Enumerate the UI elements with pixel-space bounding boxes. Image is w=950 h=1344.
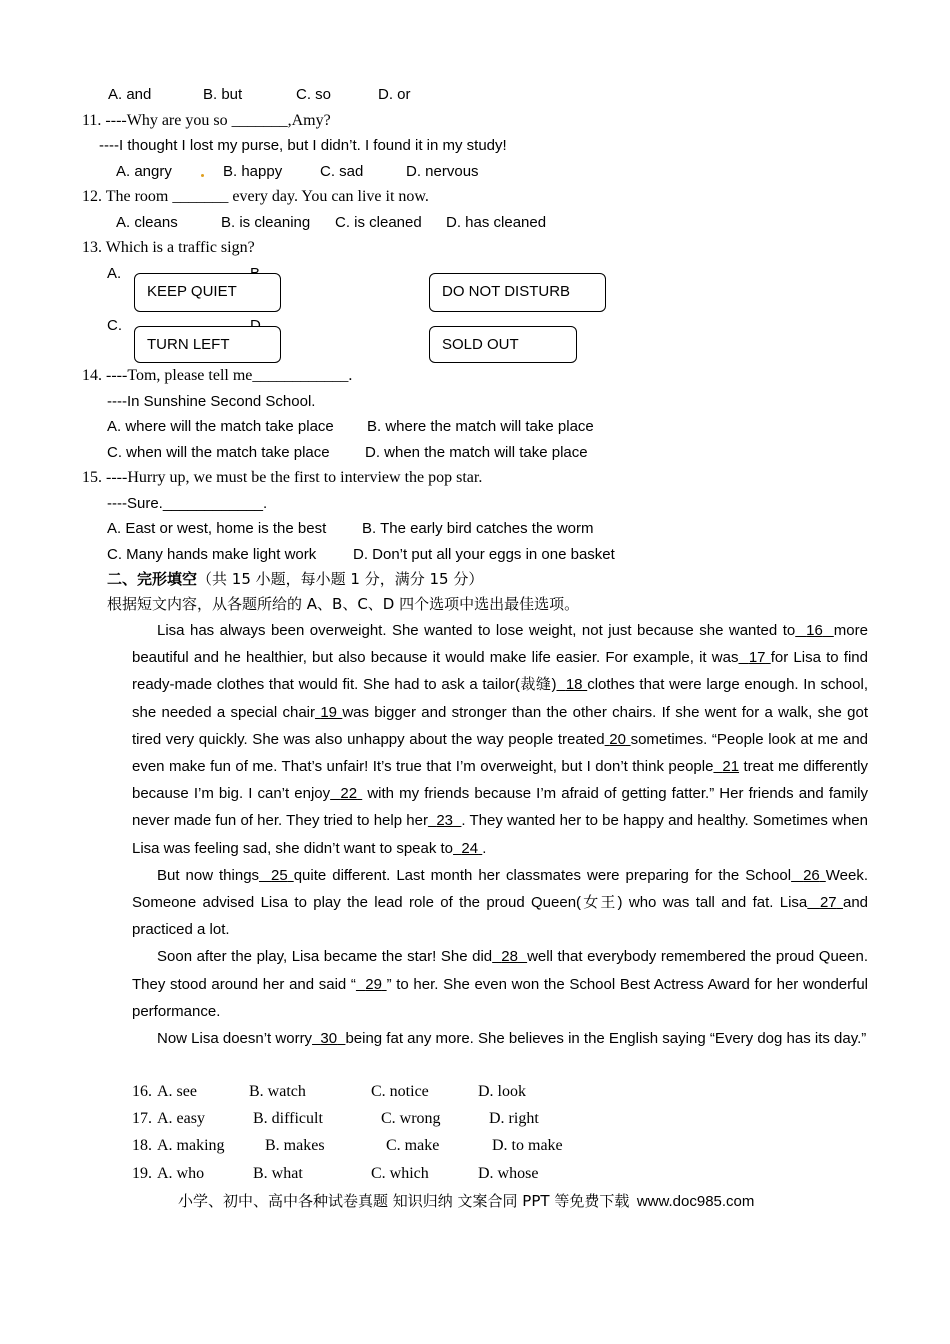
q15-option-a: A. East or west, home is the best: [107, 520, 327, 537]
blank-19: 19: [320, 703, 338, 721]
q14-option-b: B. where the match will take place: [367, 418, 594, 435]
q12-option-d: D. has cleaned: [446, 214, 547, 231]
answer-option-c: C. make: [386, 1137, 440, 1154]
answer-num: 16.: [132, 1083, 152, 1100]
q14-stem: 14. ----Tom, please tell me____________.: [82, 367, 353, 384]
q12-option-c: C. is cleaned: [335, 214, 422, 231]
passage-paragraph-3: [132, 943, 868, 1025]
answer-option-b: B. makes: [265, 1137, 325, 1154]
passage-text: was bigger and stronger than the other chairs. If she went for a walk, she got tired very quickly. She was also unhappy about the way people treated: [132, 703, 868, 748]
blank-29: 29: [365, 975, 382, 993]
section2-instruction: 根据短文内容，从各题所给的 A、B、C、D 四个选项中选出最佳选项。: [107, 595, 580, 613]
q11-stem: 11. ----Why are you so _______,Amy?: [82, 112, 331, 129]
answer-option-a: A. making: [157, 1137, 225, 1154]
blank-22: 22: [340, 785, 358, 803]
blank-16: 16: [806, 622, 823, 639]
q13-stem: 13. Which is a traffic sign?: [82, 239, 255, 256]
blank-25: 25: [271, 866, 288, 884]
passage-text: ) who was tall and fat. Lisa: [617, 894, 808, 912]
q14-option-c: C. when will the match take place: [107, 444, 330, 461]
q14-option-d: D. when the match will take place: [365, 444, 588, 461]
passage-text: .: [482, 839, 487, 857]
blank-23: 23: [436, 812, 454, 830]
passage-text: for Lisa to find ready-made clothes that would fit. She had to ask a tailor(: [132, 649, 868, 694]
blank-27: 27: [819, 894, 837, 912]
q15-stem: 15. ----Hurry up, we must be the first to interview the pop star.: [82, 469, 483, 486]
footer-url[interactable]: www.doc985.com: [636, 1193, 755, 1210]
answer-option-c: C. which: [371, 1165, 429, 1182]
footer-text: 小学、初中、高中各种试卷真题 知识归纳 文案合同 PPT 等免费下载: [178, 1192, 630, 1210]
section2-heading: [107, 569, 483, 589]
cloze-passage: [132, 617, 868, 1052]
passage-text: But now things: [157, 866, 260, 884]
sign-do-not-disturb: DO NOT DISTURB: [429, 273, 606, 312]
q11-option-b: B. happy: [223, 163, 283, 180]
q15-option-c: C. Many hands make light work: [107, 546, 317, 563]
answer-option-c: C. notice: [371, 1083, 429, 1100]
blank-20: 20: [609, 730, 626, 748]
answer-option-b: B. what: [253, 1165, 303, 1182]
sign-sold-out: SOLD OUT: [429, 326, 577, 363]
q12-option-b: B. is cleaning: [221, 214, 311, 231]
q10-option-a: A. and: [108, 86, 152, 103]
stray-dot: [201, 174, 204, 177]
blank-26: 26: [803, 866, 820, 884]
passage-text: clothes that were large enough. In school, she needed a special chair: [132, 676, 868, 721]
answer-num: 18.: [132, 1137, 152, 1154]
q11-option-a: A. angry: [116, 163, 172, 180]
q15-option-b: B. The early bird catches the worm: [362, 520, 594, 537]
passage-text: ” to her. She even won the School Best Actress Award for her wonderful performance.: [132, 975, 868, 1020]
blank-28: 28: [501, 948, 518, 966]
passage-paragraph-2: [132, 862, 868, 944]
answer-num: 19.: [132, 1165, 152, 1182]
passage-text: Soon after the play, Lisa became the star! She did: [157, 948, 493, 966]
q10-option-d: D. or: [378, 86, 411, 103]
answer-option-d: D. whose: [478, 1165, 539, 1182]
blank-17: 17: [748, 649, 766, 667]
passage-text: quite different. Last month her classmates were preparing for the School: [293, 866, 792, 884]
sign-turn-left: TURN LEFT: [134, 326, 281, 363]
passage-paragraph-4: [132, 1025, 868, 1052]
passage-paragraph-1: [132, 617, 868, 862]
passage-text: Now Lisa doesn’t worry: [157, 1030, 313, 1048]
q11-option-d: D. nervous: [406, 163, 479, 180]
blank-24: 24: [461, 839, 479, 857]
blank-18: 18: [565, 676, 583, 694]
passage-text: ): [551, 676, 557, 694]
answer-option-d: D. to make: [492, 1137, 563, 1154]
blank-30: 30: [320, 1030, 338, 1048]
passage-text: . They wanted her to be happy and healthy. Sometimes when Lisa was feeling sad, she didn’t want to speak to: [132, 812, 868, 857]
q10-option-b: B. but: [203, 86, 243, 103]
passage-text: well that everybody remembered the proud Queen. They stood around her and said “: [132, 948, 868, 993]
passage-text-cn: 裁缝: [519, 675, 552, 694]
passage-text: and practiced a lot.: [132, 894, 869, 939]
answer-option-a: A. see: [157, 1083, 197, 1100]
q11-reply: ----I thought I lost my purse, but I didn’t. I found it in my study!: [99, 137, 507, 154]
answer-num: 17.: [132, 1110, 152, 1127]
answer-option-b: B. difficult: [253, 1110, 323, 1127]
q13-label-c: C.: [107, 317, 122, 334]
q10-option-c: C. so: [296, 86, 332, 103]
passage-text: more beautiful and he healthier, but also because it would make life easier. For example, it was: [132, 622, 868, 667]
q14-option-a: A. where will the match take place: [107, 418, 334, 435]
section2-note: （共 15 小题，每小题 1 分，满分 15 分）: [197, 570, 484, 588]
answer-option-d: D. right: [489, 1110, 539, 1127]
answer-option-a: A. easy: [157, 1110, 205, 1127]
q15-reply: ----Sure.____________.: [107, 495, 268, 512]
answer-option-b: B. watch: [249, 1083, 306, 1100]
q14-reply: ----In Sunshine Second School.: [107, 393, 316, 410]
blank-21: 21: [722, 758, 740, 776]
q12-stem: 12. The room _______ every day. You can live it now.: [82, 188, 429, 205]
q12-option-a: A. cleans: [116, 214, 178, 231]
passage-text: treat me differently because I’m big. I can’t enjoy: [132, 758, 869, 803]
q13-label-a: A.: [107, 265, 122, 282]
answer-option-a: A. who: [157, 1165, 205, 1182]
passage-text: Lisa has always been overweight. She wanted to lose weight, not just because she wanted to: [157, 622, 796, 639]
answer-option-c: C. wrong: [381, 1110, 441, 1127]
answer-option-d: D. look: [478, 1083, 526, 1100]
passage-text: sometimes. “People look at me and even make fun of me. That’s unfair! It’s true that I’m overweight, but I don’t think people: [132, 730, 869, 776]
passage-text-cn: 女王: [581, 893, 618, 912]
section2-title: 二、完形填空: [107, 570, 198, 588]
passage-text: being fat any more. She believes in the English saying “Every dog has its day.”: [345, 1030, 867, 1048]
passage-text: with my friends because I’m afraid of getting fatter.” Her friends and family never made fun of her. They tried to help her: [132, 785, 869, 830]
page-footer: [178, 1191, 754, 1212]
passage-text: Week. Someone advised Lisa to play the lead role of the proud Queen(: [132, 866, 869, 912]
q11-option-c: C. sad: [320, 163, 364, 180]
q15-option-d: D. Don’t put all your eggs in one basket: [353, 546, 615, 563]
sign-keep-quiet: KEEP QUIET: [134, 273, 281, 312]
